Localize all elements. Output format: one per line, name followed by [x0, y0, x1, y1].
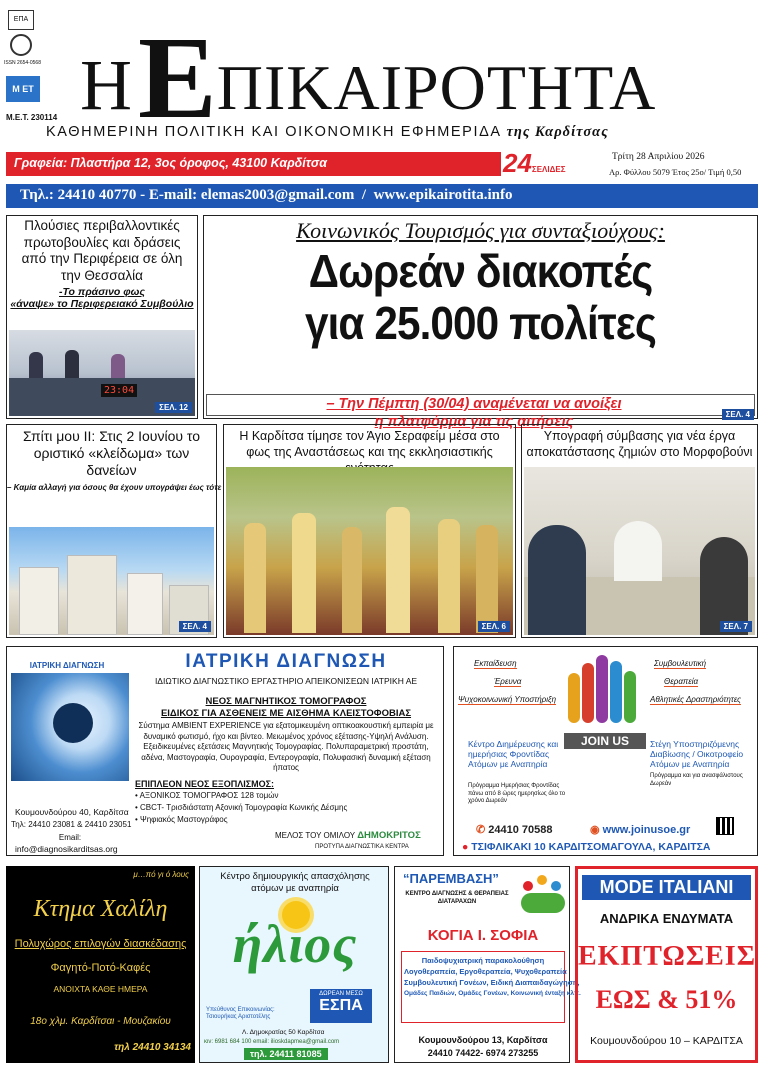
story-main[interactable] [203, 215, 758, 430]
web-icon: ◉ [590, 824, 603, 836]
main-deck-1: – Την Πέμπτη (30/04) αναμένεται να ανοίξει [326, 396, 622, 412]
story-headline: Υπογραφή σύμβασης για νέα έργα αποκατάστασης ζημιών στο Μορφοβούνι [526, 429, 753, 459]
diagnosi-phone: Τηλ: 24410 23081 & 24410 23051 [11, 820, 132, 829]
ilios-address: Λ. Δημοκρατίας 50 Καρδίτσα [242, 1029, 325, 1036]
phone-icon: ✆ [476, 824, 489, 836]
diagnosi-body: Σύστημα AMBIENT EXPERIENCE για εξατομικευμένη οπτικοακουστική εμπειρία με δυναμικό φωτισμό, ήχο και βίντεο. Μειωμένος χρόνος εξέτασης-Υψηλή Ανάλυση. Εξειδικευμένες εξετάσεις Μαγνητικής Τομογραφίας. Πολυπαραμετρική προστάτη, αδένα, Μαστογραφία, Ουρογραφία, Εντερογραφία, Πολυφασική δυναμική εξέταση ήπατος [138, 721, 434, 772]
story-headline: Πλούσιες περιβαλλοντικές πρωτοβουλίες και δράσεις από την Περιφέρεια σε όλη την Θεσσαλία [21, 218, 183, 283]
main-deck-2: η πλατφόρμα για τις αιτήσεις [374, 414, 574, 430]
ilios-phone: τηλ. 24411 81085 [244, 1048, 328, 1060]
joinus-web[interactable]: ◉ www.joinusoe.gr [590, 824, 691, 836]
ktima-name: Κτημα Χαλίλη [33, 896, 168, 922]
diagnosi-h2: ΕΙΔΙΚΟΣ ΓΙΑ ΑΣΘΕΝΕΙΣ ΜΕ ΑΙΣΘΗΜΑ ΚΛΕΙΣΤΟΦΟΒΙΑΣ [160, 708, 412, 719]
mode-sale: ΕΚΠΤΩΣΕΙΣ [578, 941, 757, 972]
mri-image [11, 673, 129, 781]
masthead-badges [6, 10, 40, 116]
diagnosi-bullet-2: • CBCT- Τρισδιάστατη Αξονική Τομογραφία Κωνικής Δέσμης [135, 803, 348, 812]
ceremony-photo [226, 467, 513, 635]
paremvasi-services: Παιδοψυχιατρική παρακολούθηση Λογοθεραπεία, Εργοθεραπεία, Ψυχοθεραπεία Συμβουλευτική Γονέων, Ειδική Διαπαιδαγώγηση, Ομάδες Παιδιών, Ομάδες Γονέων, Κοινωνική ένταξη κλπ. [401, 951, 565, 1023]
address-bar: Γραφεία: Πλαστήρα 12, 3ος όροφος, 43100 Καρδίτσα [6, 152, 501, 176]
espa-badge: ΔΩΡΕΑΝ ΜΕΣΩ ΕΣΠΑ [310, 989, 372, 1023]
met-logo: Μ ΕΤ [6, 76, 40, 102]
paremvasi-name: ΚΟΓΙΑ Ι. ΣΟΦΙΑ [427, 927, 539, 944]
diagnosi-h1: ΝΕΟΣ ΜΑΓΝΗΤΙΚΟΣ ΤΟΜΟΓΡΑΦΟΣ [205, 696, 367, 707]
main-kicker: Κοινωνικός Τουρισμός για συνταξιούχους: [296, 218, 665, 243]
diagnosi-subtitle: ΙΔΙΩΤΙΚΟ ΔΙΑΓΝΩΣΤΙΚΟ ΕΡΓΑΣΤΗΡΙΟ ΑΠΕΙΚΟΝΙΣΕΩΝ ΙΑΤΡΙΚΗ ΑΕ [154, 676, 418, 686]
diagnosi-h3: ΕΠΙΠΛΕΟΝ ΝΕΟΣ ΕΞΟΠΛΙΣΜΟΣ: [135, 779, 275, 789]
page-ref: ΣΕΛ. 12 [155, 402, 192, 413]
paremvasi-phone: 24410 74422- 6974 273255 [427, 1048, 539, 1058]
title-rest: ΠΙΚΑΙΡΟΤΗΤΑ [216, 52, 657, 123]
mode-sub: ΑΝΔΡΙΚΑ ΕΝΔΥΜΑΤΑ [599, 911, 734, 926]
mode-address: Κουμουνδούρου 10 – ΚΑΡΔΙΤΣΑ [590, 1035, 743, 1047]
joinus-people-icon [566, 653, 644, 739]
ad-ktima-chalili[interactable] [6, 866, 195, 1063]
joinus-right-title: Στέγη Υποστηριζόμενης Διαβίωσης / Οικοτροφείο Ατόμων με Αναπηρία [650, 739, 744, 769]
epa-logo: ΕΠΑ [8, 10, 34, 30]
paremvasi-sub: ΚΕΝΤΡΟ ΔΙΑΓΝΩΣΗΣ & ΘΕΡΑΠΕΙΑΣ ΔΙΑΤΑΡΑΧΩΝ [405, 891, 509, 905]
ad-iatriki-diagnosi[interactable] [6, 646, 444, 856]
ktima-line4: 18ο χλμ. Καρδίτσαι - Μουζακίου [30, 1016, 171, 1027]
location-icon: ● [462, 841, 472, 853]
story-serafeim[interactable] [223, 424, 516, 638]
diagnosi-address: Κουμουνδούρου 40, Καρδίτσα [15, 807, 129, 817]
story-sub2: «άναψε» το Περιφερειακό Συμβούλιο [10, 298, 194, 310]
subtitle: ΚΑΘΗΜΕΡΙΝΗ ΠΟΛΙΤΙΚΗ ΚΑΙ ΟΙΚΟΝΟΜΙΚΗ ΕΦΗΜΕΡΙΔΑ της Καρδίτσας [46, 124, 609, 140]
ilios-top: Κέντρο δημιουργικής απασχόλησης ατόμων με αναπηρία [220, 871, 370, 894]
diagnosi-logo: ΙΑΤΡΙΚΗ ΔΙΑΓΝΩΣΗ [29, 661, 105, 670]
story-sub: – Καμία αλλαγή για όσους θα έχουν υπογράψει έως τότε [7, 483, 222, 492]
ad-mode-italiani[interactable] [575, 866, 758, 1063]
page-ref: ΣΕΛ. 7 [720, 621, 752, 632]
signing-photo [524, 467, 755, 635]
ktima-line2: Φαγητό-Ποτό-Καφές [50, 962, 151, 974]
diagnosi-title: ΙΑΤΡΙΚΗ ΔΙΑΓΝΩΣΗ [185, 651, 387, 672]
joinus-left-title: Κέντρο Διημέρευσης και ημερήσιας Φροντίδας Ατόμων με Αναπηρία [468, 739, 559, 769]
diagnosi-bullet-1: • ΑΞΟΝΙΚΟΣ ΤΟΜΟΓΡΑΦΟΣ 128 τομών [135, 791, 279, 800]
diagnosi-email[interactable]: info@diagnosikarditsas.org [15, 844, 118, 854]
title-h: Η [80, 45, 132, 125]
ktima-line3: ΑΝΟΙΧΤΑ ΚΑΘΕ ΗΜΕΡΑ [53, 984, 148, 994]
council-photo [9, 330, 195, 416]
subtitle-tail: της Καρδίτσας [506, 124, 609, 140]
diagnosi-member: ΜΕΛΟΣ ΤΟΥ ΟΜΙΛΟΥ ΔΗΜΟΚΡΙΤΟΣ [275, 830, 421, 841]
pages-badge: 24ΣΕΛΙΔΕΣ [503, 148, 566, 178]
ilios-logo: ήλιος [232, 914, 358, 974]
page-ref: ΣΕΛ. 6 [478, 621, 510, 632]
story-environment[interactable] [6, 215, 198, 419]
story-morfovouni[interactable] [521, 424, 758, 638]
qr-code-icon [716, 817, 734, 835]
story-headline: Σπίτι μου ΙΙ: Στις 2 Ιουνίου το οριστικό «κλείδωμα» των δανείων [22, 428, 201, 478]
ktima-top: μ…πό γι ό λους [133, 870, 189, 879]
main-headline-1: Δωρεάν διακοπές [308, 245, 653, 297]
joinus-left-text: Πρόγραμμα Ημερήσιας Φροντίδας πάνω από 8 ώρες ημερησίως όλο το χρόνο Δωρεάν [468, 783, 566, 804]
issue-info: Αρ. Φύλλου 5079 Έτος 25ο/ Τιμή 0,50 [609, 167, 742, 177]
joinus-address: ● ΤΣΙΦΛΙΚΑΚΙ 10 ΚΑΡΔΙΤΣΟΜΑΓΟΥΛΑ, ΚΑΡΔΙΤΣΑ [462, 841, 711, 853]
ad-joinus[interactable] [453, 646, 758, 856]
issn-text: ISSN 2654-0568 [4, 60, 41, 66]
ilios-contact: κιν: 6981 684 100 email: ilioskdapmea@gmail.com [204, 1039, 340, 1045]
diagnosi-member-sub: ΠΡΟΤΥΠΑ ΔΙΑΓΝΩΣΤΙΚΑ ΚΕΝΤΡΑ [315, 844, 409, 850]
mode-title: MODE ITALIANI [582, 875, 751, 900]
story-headline: Η Καρδίτσα τίμησε τον Άγιο Σεραφείμ μέσα στο φως της Αναστάσεως και της εκκλησιαστικής [239, 429, 500, 459]
ktima-phone: τηλ 24410 34134 [114, 1042, 191, 1053]
diagnosi-email-label: Email: [58, 833, 82, 842]
children-icon [519, 871, 567, 919]
joinus-tag-1: Εκπαίδευση [474, 659, 517, 668]
joinus-tag-2: Έρευνα [494, 677, 522, 686]
joinus-phone: ✆ 24410 70588 [476, 824, 553, 836]
joinus-tag-4: Συμβουλευτική [654, 659, 707, 668]
page-ref: ΣΕΛ. 4 [722, 409, 754, 420]
ad-paremvasi[interactable] [394, 866, 581, 1063]
paremvasi-address: Κουμουνδούρου 13, Καρδίτσα [418, 1035, 548, 1045]
story-housing[interactable] [6, 424, 222, 638]
ilios-resp: Υπεύθυνος Επικοινωνίας: Τσιουρήκας Αριστοτέλης [206, 1007, 275, 1020]
buildings-photo [9, 527, 214, 635]
emblem-icon [10, 34, 32, 56]
joinus-tag-5: Θεραπεία [664, 677, 699, 686]
clock-display: 23:04 [101, 384, 137, 397]
ktima-line1: Πολυχώρος επιλογών διασκέδασης [14, 938, 187, 950]
joinus-right-text: Πρόγραμμα και για ανασφάλιστους Δωρεάν [650, 773, 743, 787]
story-sub1: -Το πράσινο φως [59, 286, 145, 298]
met-code: Μ.Ε.Τ. 230114 [6, 113, 58, 122]
joinus-tag-6: Αθλητικές Δραστηριότητες [650, 695, 741, 704]
page-ref: ΣΕΛ. 4 [179, 621, 211, 632]
mode-upto: ΕΩΣ & 51% [595, 985, 738, 1014]
main-headline-2: για 25.000 πολίτες [304, 297, 657, 349]
joinus-tag-3: Ψυχοκοινωνική Υποστήριξη [458, 695, 557, 704]
title-e: Ε [138, 12, 217, 143]
contact-bar: Τηλ.: 24410 40770 - E-mail: elemas2003@gmail.com / www.epikairotita.info [6, 184, 758, 208]
paremvasi-title: “ΠΑΡΕΜΒΑΣΗ” [403, 871, 499, 886]
ad-ilios[interactable] [199, 866, 389, 1063]
issue-date: Τρίτη 28 Απριλίου 2026 [612, 152, 705, 162]
diagnosi-bullet-3: • Ψηφιακός Μαστογράφος [135, 815, 228, 824]
joinus-logo: JOIN US [564, 733, 646, 749]
